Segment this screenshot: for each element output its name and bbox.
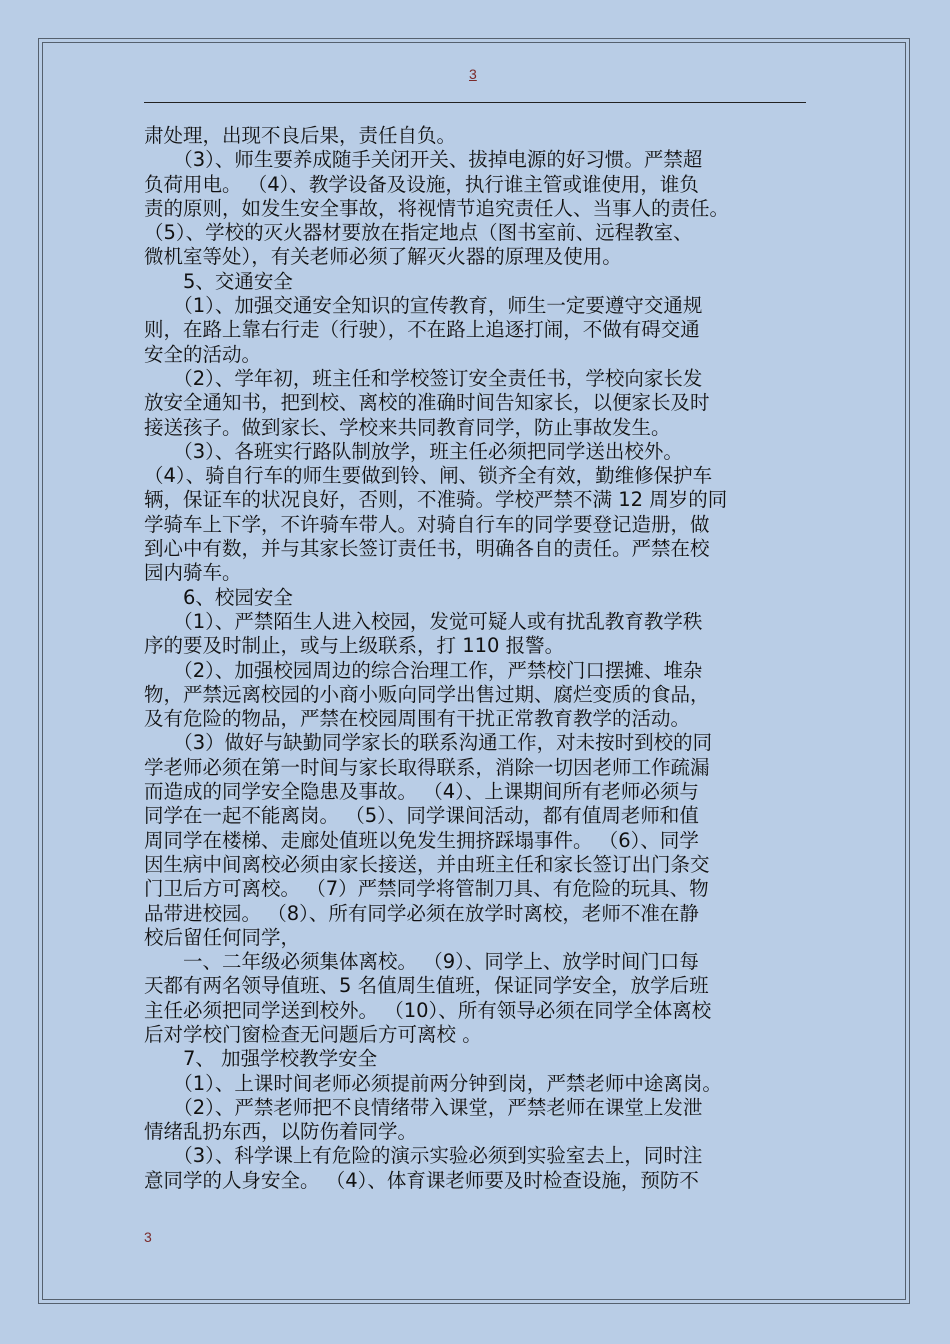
text-line: 主任必须把同学送到校外。 （10）、所有领导必须在同学全体离校: [144, 998, 712, 1022]
text-line: （2）、学年初，班主任和学校签订安全责任书，学校向家长发: [144, 366, 703, 390]
text-line: 负荷用电。 （4）、教学设备及设施，执行谁主管或谁使用，谁负: [144, 172, 699, 196]
text-line: 接送孩子。做到家长、学校来共同教育同学，防止事故发生。: [144, 415, 671, 439]
text-line: 微机室等处），有关老师必须了解灭火器的原理及使用。: [144, 245, 622, 269]
text-line: 6、校园安全: [144, 585, 293, 609]
header-divider: [144, 102, 806, 103]
text-line: 辆，保证车的状况良好，否则，不准骑。学校严禁不满 12 周岁的同: [144, 488, 728, 512]
text-line: 周同学在楼梯、走廊处值班以免发生拥挤踩塌事件。 （6）、同学: [144, 828, 699, 852]
text-line: （3）、科学课上有危险的演示实验必须到实验室去上，同时注: [144, 1144, 703, 1168]
text-line: 学骑车上下学，不许骑车带人。对骑自行车的同学要登记造册，做: [144, 512, 710, 536]
document-body: [144, 124, 810, 1193]
text-line: 安全的活动。: [144, 342, 262, 366]
text-line: 则，在路上靠右行走（行驶），不在路上追逐打闹，不做有碍交通: [144, 318, 700, 342]
text-line: 7、 加强学校教学安全: [144, 1047, 378, 1071]
text-line: 5、交通安全: [144, 269, 293, 293]
text-line: 肃处理，出现不良后果，责任自负。: [144, 124, 457, 147]
text-line: （5）、学校的灭火器材要放在指定地点（图书室前、远程教室、: [144, 221, 693, 245]
text-line: （3）、师生要养成随手关闭开关、拔掉电源的好习惯。严禁超: [144, 148, 703, 172]
text-line: 校后留任何同学，: [144, 925, 301, 949]
text-line: 及有危险的物品，严禁在校园周围有干扰正常教育教学的活动。: [144, 707, 691, 731]
text-line: 放安全通知书，把到校、离校的准确时间告知家长，以便家长及时: [144, 391, 710, 415]
text-line: 天都有两名领导值班、5 名值周生值班，保证同学安全，放学后班: [144, 974, 709, 998]
text-line: 情绪乱扔东西，以防伤着同学。: [144, 1120, 418, 1144]
text-line: 门卫后方可离校。 （7）严禁同学将管制刀具、有危险的玩具、物: [144, 877, 709, 901]
text-line: 学老师必须在第一时间与家长取得联系，消除一切因老师工作疏漏: [144, 755, 710, 779]
text-line: 序的要及时制止，或与上级联系，打 110 报警。: [144, 634, 565, 658]
text-line: （1）、严禁陌生人进入校园，发觉可疑人或有扰乱教育教学秩: [144, 609, 703, 633]
text-line: （3）、各班实行路队制放学，班主任必须把同学送出校外。: [144, 439, 683, 463]
text-line: 责的原则，如发生安全事故，将视情节追究责任人、当事人的责任。: [144, 196, 730, 220]
text-line: 到心中有数，并与其家长签订责任书，明确各自的责任。严禁在校: [144, 537, 710, 561]
text-line: （1）、上课时间老师必须提前两分钟到岗，严禁老师中途离岗。: [144, 1071, 722, 1095]
text-line: 园内骑车。: [144, 561, 242, 585]
text-line: 物，严禁远离校园的小商小贩向同学出售过期、腐烂变质的食品，: [144, 682, 710, 706]
text-line: （1）、加强交通安全知识的宣传教育，师生一定要遵守交通规: [144, 294, 703, 318]
text-line: （2）、严禁老师把不良情绪带入课堂，严禁老师在课堂上发泄: [144, 1095, 703, 1119]
text-line: 因生病中间离校必须由家长接送，并由班主任和家长签订出门条交: [144, 852, 710, 876]
text-line: （4）、骑自行车的师生要做到铃、闸、锁齐全有效，勤维修保护车: [144, 464, 713, 488]
text-line: （2）、加强校园周边的综合治理工作，严禁校门口摆摊、堆杂: [144, 658, 703, 682]
text-line: 品带进校园。 （8）、所有同学必须在放学时离校，老师不准在静: [144, 901, 699, 925]
footer-page-number: 3: [144, 1229, 152, 1245]
text-line: 同学在一起不能离岗。 （5）、同学课间活动，都有值周老师和值: [144, 804, 699, 828]
text-line: 而造成的同学安全隐患及事故。 （4）、上课期间所有老师必须与: [144, 780, 699, 804]
text-line: 意同学的人身安全。 （4）、体育课老师要及时检查设施，预防不: [144, 1168, 699, 1192]
text-line: 一、二年级必须集体离校。 （9）、同学上、放学时间门口每: [144, 950, 699, 974]
text-line: （3）做好与缺勤同学家长的联系沟通工作，对未按时到校的同: [144, 731, 713, 755]
text-line: 后对学校门窗检查无问题后方可离校 。: [144, 1022, 482, 1046]
header-page-number: 3: [469, 66, 477, 82]
